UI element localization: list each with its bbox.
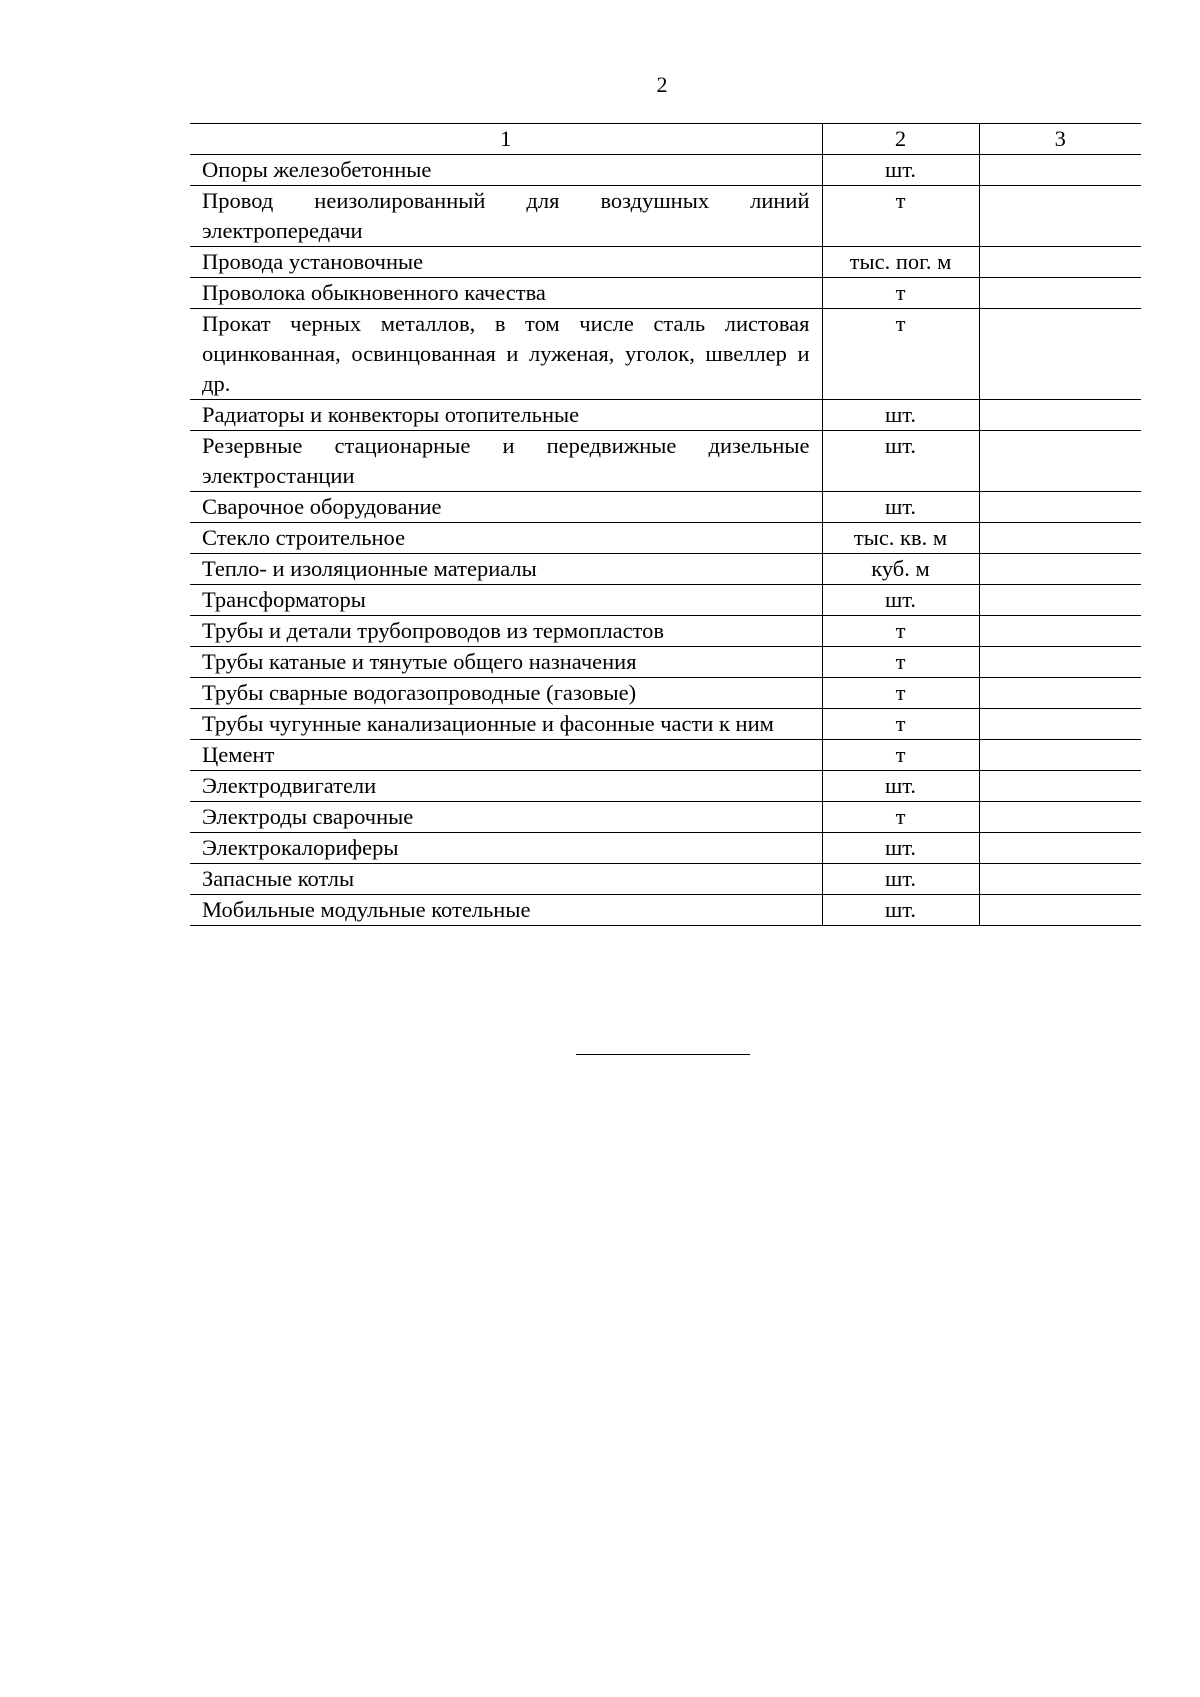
table-row [190, 431, 1141, 492]
table-row [190, 492, 1141, 523]
item-name: Запасные котлы [190, 864, 822, 895]
item-unit: шт. [822, 585, 979, 616]
end-of-document-rule [576, 1054, 750, 1055]
table-row [190, 678, 1141, 709]
item-unit: шт. [822, 400, 979, 431]
item-unit: т [822, 647, 979, 678]
table-row [190, 833, 1141, 864]
item-unit: шт. [822, 492, 979, 523]
item-name: Мобильные модульные котельные [190, 895, 822, 926]
item-value [979, 400, 1141, 431]
item-name: Провод неизолированный для воздушных линий электропередачи [190, 186, 822, 247]
table-row [190, 895, 1141, 926]
item-value [979, 247, 1141, 278]
item-name: Опоры железобетонные [190, 155, 822, 186]
item-unit: тыс. пог. м [822, 247, 979, 278]
item-unit: шт. [822, 431, 979, 492]
item-value [979, 740, 1141, 771]
table-row [190, 709, 1141, 740]
item-value [979, 709, 1141, 740]
table-body [190, 155, 1141, 926]
item-name: Трубы сварные водогазопроводные (газовые) [190, 678, 822, 709]
table-row [190, 309, 1141, 400]
item-unit: тыс. кв. м [822, 523, 979, 554]
item-name: Трансформаторы [190, 585, 822, 616]
table-row [190, 740, 1141, 771]
item-value [979, 585, 1141, 616]
item-value [979, 678, 1141, 709]
materials-table [190, 123, 1141, 926]
table-header-row [190, 124, 1141, 155]
item-unit: т [822, 278, 979, 309]
item-name: Электродвигатели [190, 771, 822, 802]
item-unit: куб. м [822, 554, 979, 585]
item-name: Провода установочные [190, 247, 822, 278]
item-name: Стекло строительное [190, 523, 822, 554]
item-unit: т [822, 616, 979, 647]
table-row [190, 864, 1141, 895]
table-row [190, 585, 1141, 616]
item-unit: т [822, 740, 979, 771]
item-unit: т [822, 802, 979, 833]
item-value [979, 523, 1141, 554]
item-value [979, 895, 1141, 926]
item-unit: шт. [822, 833, 979, 864]
item-value [979, 186, 1141, 247]
item-name: Сварочное оборудование [190, 492, 822, 523]
table-row [190, 616, 1141, 647]
item-value [979, 492, 1141, 523]
column-header-3: 3 [979, 124, 1141, 155]
item-value [979, 554, 1141, 585]
item-name: Трубы чугунные канализационные и фасонные части к ним [190, 709, 822, 740]
item-name: Прокат черных металлов, в том числе сталь листовая оцинкованная, освинцованная и луженая, уголок, швеллер и др. [190, 309, 822, 400]
item-value [979, 309, 1141, 400]
table-row [190, 247, 1141, 278]
item-name: Цемент [190, 740, 822, 771]
page-number: 2 [656, 72, 668, 97]
item-value [979, 431, 1141, 492]
item-unit: т [822, 309, 979, 400]
item-unit: шт. [822, 155, 979, 186]
column-header-2: 2 [822, 124, 979, 155]
item-unit: т [822, 186, 979, 247]
item-value [979, 647, 1141, 678]
item-unit: шт. [822, 771, 979, 802]
column-header-1: 1 [190, 124, 822, 155]
table-row [190, 155, 1141, 186]
item-name: Резервные стационарные и передвижные дизельные электростанции [190, 431, 822, 492]
item-value [979, 771, 1141, 802]
item-unit: т [822, 678, 979, 709]
table-row [190, 802, 1141, 833]
table-row [190, 554, 1141, 585]
item-value [979, 278, 1141, 309]
item-value [979, 802, 1141, 833]
item-unit: т [822, 709, 979, 740]
item-value [979, 864, 1141, 895]
item-name: Электроды сварочные [190, 802, 822, 833]
table-row [190, 278, 1141, 309]
item-unit: шт. [822, 864, 979, 895]
table-row [190, 186, 1141, 247]
item-name: Трубы катаные и тянутые общего назначения [190, 647, 822, 678]
table-row [190, 771, 1141, 802]
item-name: Радиаторы и конвекторы отопительные [190, 400, 822, 431]
table-row [190, 400, 1141, 431]
item-value [979, 833, 1141, 864]
item-value [979, 616, 1141, 647]
item-name: Электрокалориферы [190, 833, 822, 864]
item-value [979, 155, 1141, 186]
item-name: Проволока обыкновенного качества [190, 278, 822, 309]
item-name: Трубы и детали трубопроводов из термопластов [190, 616, 822, 647]
item-name: Тепло- и изоляционные материалы [190, 554, 822, 585]
table-row [190, 523, 1141, 554]
table-row [190, 647, 1141, 678]
item-unit: шт. [822, 895, 979, 926]
